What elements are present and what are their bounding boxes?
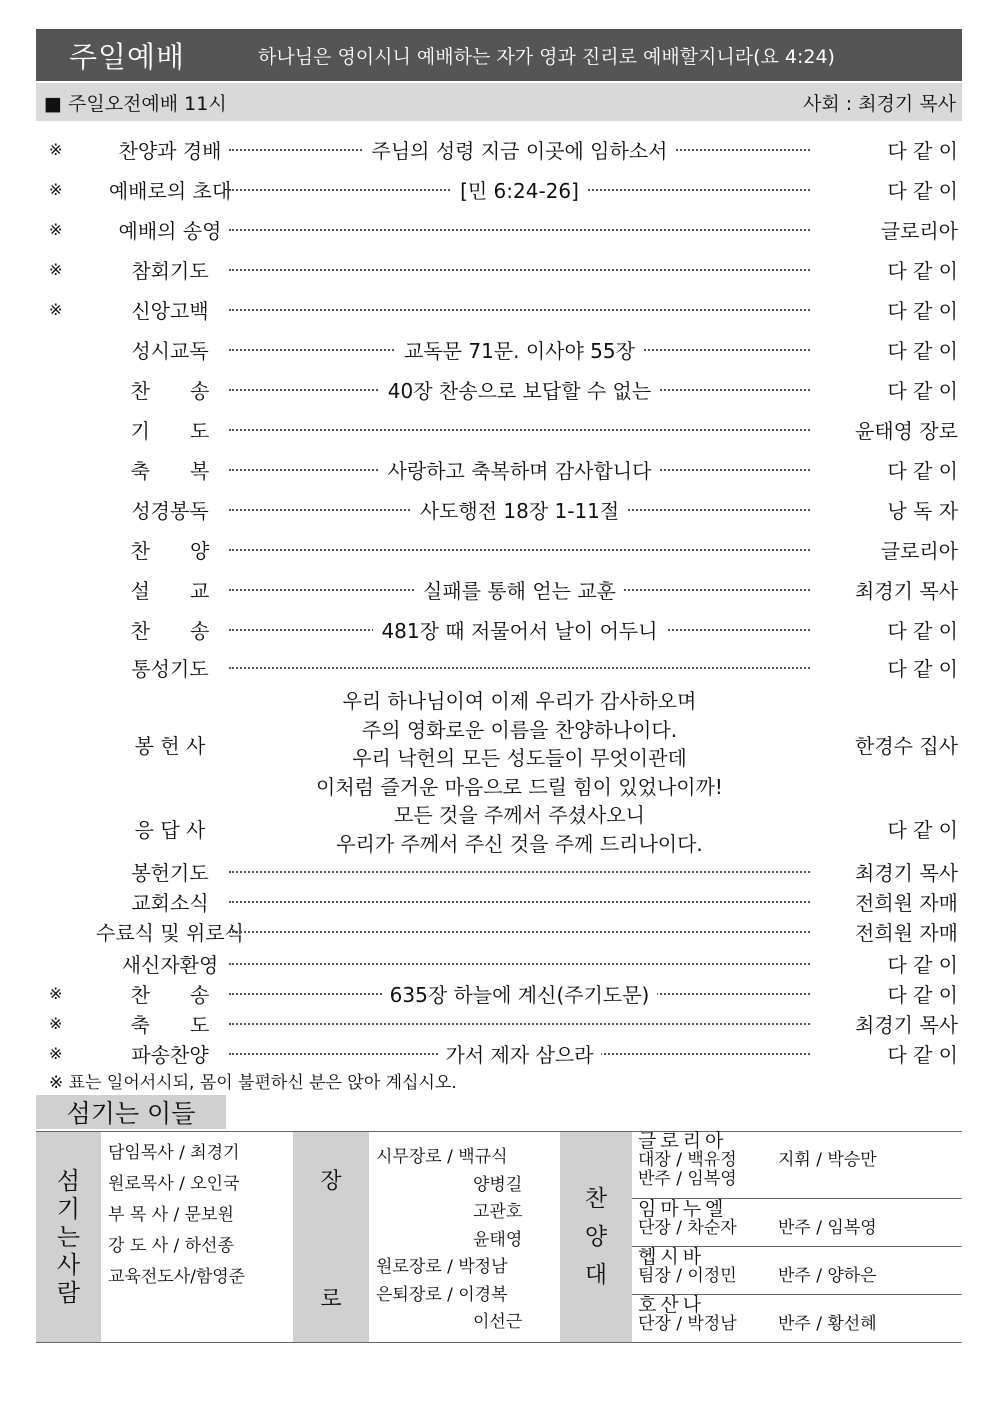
page-title: 주일예배: [69, 39, 186, 74]
offering-item-label: 응 답 사: [134, 817, 206, 842]
order-item-label: 찬양과 경배: [118, 138, 222, 163]
order-item-label: 찬 송: [130, 982, 210, 1007]
order-item: [36, 1038, 962, 1068]
offering-item-leader: 다 같 이: [887, 817, 958, 842]
order-item-label: 축 도: [130, 1012, 210, 1037]
ministers-list: [108, 1138, 293, 1293]
elder-item: 이선근: [473, 1312, 523, 1332]
choir-label-char: 대: [584, 1262, 608, 1288]
dotted-leader: [229, 269, 810, 271]
order-item-leader: 최경기 목사: [855, 1012, 958, 1037]
order-item-detail: 사도행전 18장 1-11절: [412, 499, 627, 523]
order-item-detail: 481장 때 저물어서 날이 어두니: [373, 619, 665, 643]
order-item-detail: 가서 제자 삼으라: [438, 1043, 602, 1067]
order-item-label: 참회기도: [131, 258, 209, 283]
order-item-detail-wrap: [229, 1039, 810, 1068]
choir-label-char: 양: [584, 1224, 608, 1250]
order-item-label: 교회소식: [131, 890, 209, 915]
order-item-label: 통성기도: [131, 656, 209, 681]
choir-leader: 대장 / 백유정: [638, 1150, 737, 1170]
order-item-detail-wrap: [229, 615, 810, 644]
choir-label: [560, 1132, 632, 1342]
order-item: [36, 916, 962, 946]
dotted-leader: [229, 931, 810, 933]
order-item-label: 기 도: [130, 418, 210, 443]
order-item-leader: 다 같 이: [887, 458, 958, 483]
elders-label-top: 장: [320, 1169, 342, 1194]
choir-block: [632, 1296, 962, 1341]
order-item-leader: 다 같 이: [887, 338, 958, 363]
dotted-leader: [229, 963, 810, 965]
order-item: [36, 294, 962, 324]
order-item-detail-wrap: [229, 575, 810, 604]
standing-mark-icon: ※: [49, 179, 63, 199]
order-item-label: 성경봉독: [131, 498, 209, 523]
order-item-leader: 다 같 이: [887, 378, 958, 403]
choir-name: 헵시바: [638, 1246, 706, 1268]
order-item-leader: 다 같 이: [887, 1042, 958, 1067]
elder-item: 시무장로 / 백규식: [376, 1147, 508, 1167]
choir-label-char: 찬: [584, 1186, 608, 1212]
offering-prayer-line: 우리가 주께서 주신 것을 주께 드리나이다.: [336, 831, 703, 856]
choir-accompanist: 반주 / 임복영: [638, 1169, 737, 1189]
minister-item: 강 도 사 / 하선종: [108, 1236, 234, 1256]
order-item-leader: 다 같 이: [887, 656, 958, 681]
standing-mark-icon: ※: [49, 299, 63, 319]
choir-name: 글로리아: [638, 1130, 728, 1152]
order-item-label: 찬 송: [130, 618, 210, 643]
choir-leaders: [632, 1151, 962, 1170]
offering-item: [36, 729, 962, 759]
order-item: [36, 652, 962, 682]
dotted-leader: [229, 229, 810, 231]
choir-leaders: [632, 1219, 962, 1238]
order-item-label: 설 교: [130, 578, 210, 603]
dotted-leader: [229, 429, 810, 431]
order-item: [36, 856, 962, 886]
elder-item: 은퇴장로 / 이경복: [376, 1284, 508, 1305]
order-item: [36, 948, 962, 978]
order-item: [36, 1008, 962, 1038]
minister-item: 교육전도사/함영준: [108, 1267, 246, 1287]
choir-leader: 단장 / 박정남: [638, 1314, 737, 1334]
order-item-leader: 낭 독 자: [887, 498, 958, 523]
dotted-leader: [229, 549, 810, 551]
order-item-leader: 글로리아: [880, 538, 958, 563]
header-verse: 하나님은 영이시니 예배하는 자가 영과 진리로 예배할지니라(요 4:24): [258, 45, 835, 68]
choir-block: [632, 1132, 962, 1199]
choir-block: [632, 1200, 962, 1247]
order-item-detail: 주님의 성령 지금 이곳에 임하소서: [364, 139, 676, 163]
elders-label: [293, 1132, 369, 1342]
servers-label-char: 사: [56, 1251, 81, 1279]
order-item-label: 신앙고백: [131, 298, 209, 323]
elder-item: 원로장로 / 박정남: [376, 1257, 508, 1277]
choir-leader: 팀장 / 이정민: [638, 1266, 737, 1286]
order-item-detail-wrap: [229, 375, 810, 404]
order-item-detail: 실패를 통해 얻는 교훈: [415, 579, 624, 603]
standing-mark-icon: ※: [49, 1013, 63, 1033]
header-banner: [36, 29, 962, 81]
order-item-detail: 사랑하고 축복하며 감사합니다: [380, 459, 660, 483]
order-item: [36, 978, 962, 1008]
order-item: [36, 886, 962, 916]
order-item: [36, 494, 962, 524]
standing-mark-icon: ※: [49, 259, 63, 279]
order-item: [36, 134, 962, 164]
servers-label: [36, 1132, 101, 1342]
choir-accompanist: 반주 / 양하은: [778, 1266, 877, 1286]
minister-item: 담임목사 / 최경기: [108, 1143, 240, 1163]
standing-mark-icon: ※: [49, 139, 63, 159]
order-item: [36, 374, 962, 404]
standing-mark-icon: ※: [49, 219, 63, 239]
servers-label-char: 기: [56, 1195, 81, 1223]
order-item-leader: 다 같 이: [887, 952, 958, 977]
service-time: ■ 주일오전예배 11시: [44, 92, 227, 115]
order-item-detail-wrap: [229, 335, 810, 364]
elders-label-bottom: 로: [320, 1287, 342, 1312]
order-item-detail-wrap: [229, 455, 810, 484]
order-item-leader: 다 같 이: [887, 298, 958, 323]
offering-prayer-line: 우리 하나님이여 이제 우리가 감사하오며: [342, 689, 697, 713]
dotted-leader: [229, 871, 810, 873]
order-item-detail-wrap: [229, 135, 810, 164]
choir-name: 임마누엘: [638, 1198, 728, 1220]
order-item-label: 수료식 및 위로식: [96, 920, 244, 945]
presider: 사회 : 최경기 목사: [803, 92, 956, 115]
order-item: [36, 534, 962, 564]
choir-block: [632, 1248, 962, 1295]
order-item: [36, 214, 962, 244]
elder-item: 양병길: [473, 1174, 523, 1195]
order-item-label: 성시교독: [131, 338, 209, 363]
choir-accompanist: 반주 / 임복영: [778, 1218, 877, 1238]
order-item: [36, 454, 962, 484]
order-item: [36, 574, 962, 604]
choir-accompanist: 반주 / 황선혜: [778, 1314, 877, 1334]
order-item-detail: 635장 하늘에 계신(주기도문): [382, 983, 658, 1007]
order-item-label: 찬 양: [130, 538, 210, 563]
order-item-leader: 다 같 이: [887, 618, 958, 643]
dotted-leader: [229, 309, 810, 311]
offering-item-leader: 한경수 집사: [855, 733, 958, 758]
order-item-leader: 다 같 이: [887, 258, 958, 283]
order-item-detail-wrap: [229, 495, 810, 524]
order-item-label: 예배로의 초대: [108, 178, 232, 203]
servers-label-char: 섬: [56, 1167, 81, 1195]
order-item-leader: 다 같 이: [887, 982, 958, 1007]
order-item-leader: 최경기 목사: [855, 578, 958, 603]
offering-prayer-line: 주의 영화로운 이름을 찬양하나이다.: [361, 717, 678, 742]
order-item-leader: 글로리아: [880, 218, 958, 243]
order-item: [36, 414, 962, 444]
order-item-label: 새신자환영: [121, 952, 219, 977]
elders-list: [376, 1144, 566, 1337]
servers-label-char: 람: [56, 1279, 81, 1307]
standing-mark-icon: ※: [49, 983, 63, 1003]
choir-name: 호산나: [638, 1294, 706, 1316]
order-item-detail: [민 6:24-26]: [452, 179, 587, 203]
choir-leader: 단장 / 차순자: [638, 1218, 737, 1238]
order-item: [36, 174, 962, 204]
servers-table: [36, 1131, 962, 1343]
choir-list: [632, 1132, 962, 1342]
order-item-label: 파송찬양: [131, 1042, 209, 1067]
dotted-leader: [229, 667, 810, 669]
elder-item: 윤태영: [473, 1229, 523, 1250]
order-item-label: 찬 송: [130, 378, 210, 403]
order-item: [36, 254, 962, 284]
minister-item: 부 목 사 / 문보원: [108, 1205, 234, 1225]
order-item-label: 예배의 송영: [118, 218, 222, 243]
order-item: [36, 334, 962, 364]
minister-item: 원로목사 / 오인국: [108, 1174, 240, 1194]
dotted-leader: [229, 901, 810, 903]
order-item-label: 축 복: [130, 458, 210, 483]
service-subheader: [36, 81, 962, 121]
choir-leaders: [632, 1315, 962, 1334]
choir-leaders: [632, 1267, 962, 1286]
order-item-detail: 40장 찬송으로 보답할 수 없는: [380, 379, 659, 403]
order-item-leader: 전희원 자매: [855, 890, 958, 915]
dotted-leader: [229, 1023, 810, 1025]
order-item-detail-wrap: [229, 175, 810, 204]
offering-item-label: 봉 헌 사: [134, 733, 206, 758]
order-item: [36, 614, 962, 644]
order-item-leader: 최경기 목사: [855, 860, 958, 885]
order-item-leader: 다 같 이: [887, 178, 958, 203]
choir-conductor: 지휘 / 박승만: [778, 1150, 877, 1170]
order-item-detail-wrap: [229, 979, 810, 1008]
bulletin-page: [36, 29, 962, 1334]
offering-item: [36, 813, 962, 843]
servers-label-char: 는: [56, 1223, 81, 1251]
offering-prayer-line: 모든 것을 주께서 주셨사오니: [394, 803, 645, 827]
standing-mark-icon: ※: [49, 1043, 63, 1063]
order-item-leader: 다 같 이: [887, 138, 958, 163]
order-item-leader: 윤태영 장로: [855, 418, 958, 443]
standing-note: ※ 표는 일어서시되, 몸이 불편하신 분은 앉아 계십시오.: [49, 1073, 457, 1093]
elder-item: 고관호: [473, 1202, 523, 1222]
offering-prayer-line: 우리 낙헌의 모든 성도들이 무엇이관데: [352, 746, 687, 770]
section-title-servers: 섬기는 이들: [36, 1095, 226, 1129]
offering-prayer-line: 이처럼 즐거운 마음으로 드릴 힘이 있었나이까!: [316, 774, 723, 799]
order-item-detail: 교독문 71문. 이사야 55장: [396, 339, 643, 363]
order-item-leader: 전희원 자매: [855, 920, 958, 945]
order-item-label: 봉헌기도: [131, 860, 209, 885]
